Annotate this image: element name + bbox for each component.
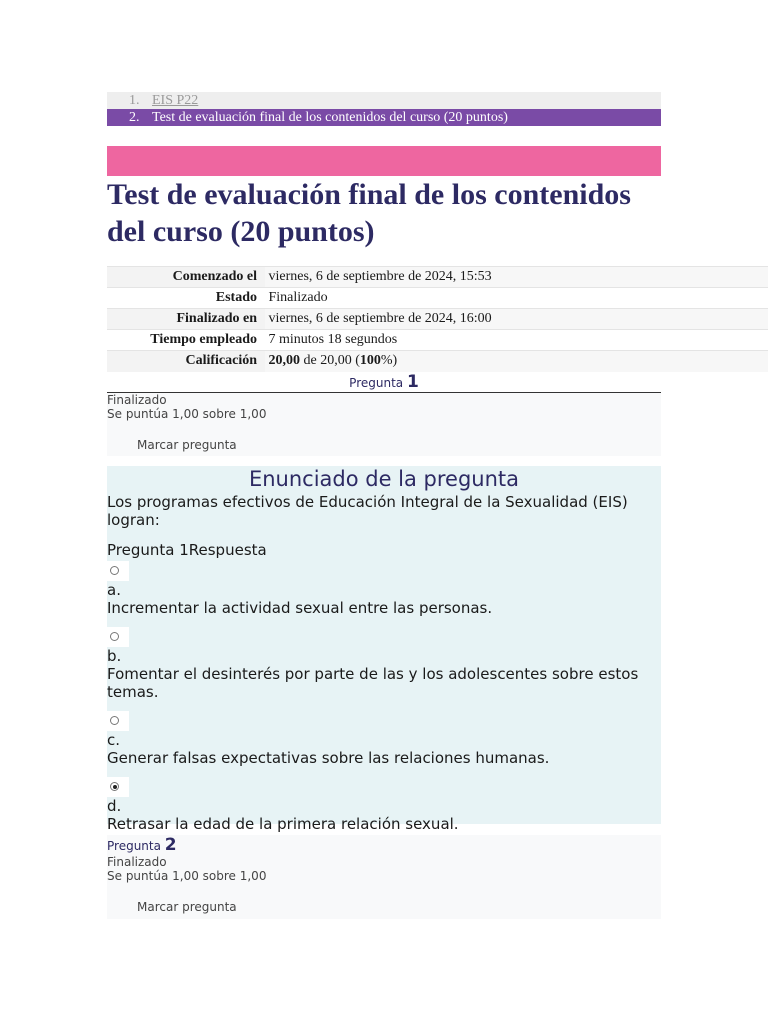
grade-percent: 100 <box>359 353 381 369</box>
breadcrumb <box>107 92 661 126</box>
question-text: Los programas efectivos de Educación Integral de la Sexualidad (EIS) logran: <box>107 493 628 529</box>
header-band <box>107 146 661 176</box>
breadcrumb-item-test <box>107 109 661 126</box>
summary-label: Calificación <box>107 351 265 372</box>
summary-row-finished <box>107 309 768 330</box>
answer-option-d[interactable] <box>107 777 661 833</box>
radio-wrap[interactable] <box>107 777 129 797</box>
grade-mid: de 20,00 ( <box>303 353 360 369</box>
option-letter: d. <box>107 797 122 815</box>
option-letter: c. <box>107 731 121 749</box>
summary-label: Estado <box>107 288 265 309</box>
radio-wrap[interactable] <box>107 711 129 731</box>
question-2-number <box>107 835 661 855</box>
answer-option-a[interactable] <box>107 561 661 617</box>
question-1-number <box>107 372 661 393</box>
summary-label: Comenzado el <box>107 267 265 288</box>
attempt-summary-table <box>107 266 768 372</box>
state-value: Finalizado <box>268 290 328 305</box>
question-status: Finalizado <box>107 393 167 407</box>
started-value: viernes, 6 de septiembre de 2024, 15:53 <box>268 269 492 284</box>
radio-button-b[interactable] <box>110 632 119 641</box>
time-value: 7 minutos 18 segundos <box>268 332 398 347</box>
summary-value <box>265 288 768 309</box>
flag-question-button[interactable]: Marcar pregunta <box>137 438 237 452</box>
grade-end: %) <box>380 353 398 369</box>
question-number: 2 <box>164 835 177 855</box>
radio-wrap[interactable] <box>107 627 129 647</box>
radio-button-c[interactable] <box>110 716 119 725</box>
summary-row-state <box>107 288 768 309</box>
summary-value <box>265 351 768 372</box>
breadcrumb-item-label[interactable]: EIS P22 <box>152 93 199 108</box>
question-1-info <box>107 372 661 456</box>
question-word: Pregunta <box>349 376 404 390</box>
breadcrumb-item-number: 2. <box>129 110 140 125</box>
answer-label: Pregunta 1Respuesta <box>107 541 267 559</box>
question-score: Se puntúa 1,00 sobre 1,00 <box>107 869 267 883</box>
radio-button-a[interactable] <box>110 566 119 575</box>
summary-row-time <box>107 330 768 351</box>
option-text: Retrasar la edad de la primera relación sexual. <box>107 815 459 833</box>
option-text: Generar falsas expectativas sobre las relaciones humanas. <box>107 749 550 767</box>
breadcrumb-item-number: 1. <box>129 93 140 108</box>
question-status: Finalizado <box>107 855 167 869</box>
question-2-info <box>107 835 661 919</box>
question-word: Pregunta <box>107 839 161 853</box>
radio-wrap[interactable] <box>107 561 129 581</box>
question-score: Se puntúa 1,00 sobre 1,00 <box>107 407 267 421</box>
summary-label: Tiempo empleado <box>107 330 265 351</box>
radio-button-d-selected[interactable] <box>110 782 119 791</box>
breadcrumb-item-label: Test de evaluación final de los contenidos del curso (20 puntos) <box>152 110 508 125</box>
finished-value: viernes, 6 de septiembre de 2024, 16:00 <box>268 311 492 326</box>
option-letter: b. <box>107 647 122 665</box>
question-number: 1 <box>406 372 419 392</box>
summary-value <box>265 330 768 351</box>
summary-value <box>265 267 768 288</box>
breadcrumb-item-course[interactable] <box>107 92 661 109</box>
option-text: Fomentar el desinterés por parte de las y los adolescentes sobre estos temas. <box>107 665 639 701</box>
summary-row-grade <box>107 351 768 372</box>
question-1-content <box>107 466 661 833</box>
option-letter: a. <box>107 581 121 599</box>
answer-option-b[interactable] <box>107 627 661 701</box>
answer-option-c[interactable] <box>107 711 661 767</box>
grade-score: 20,00 <box>268 353 300 369</box>
summary-label: Finalizado en <box>107 309 265 330</box>
summary-value <box>265 309 768 330</box>
flag-question-button[interactable]: Marcar pregunta <box>137 900 237 914</box>
page-title: Test de evaluación final de los contenidos del curso (20 puntos) <box>107 178 631 248</box>
option-text: Incrementar la actividad sexual entre las personas. <box>107 599 493 617</box>
question-heading: Enunciado de la pregunta <box>248 467 520 491</box>
summary-row-started <box>107 267 768 288</box>
